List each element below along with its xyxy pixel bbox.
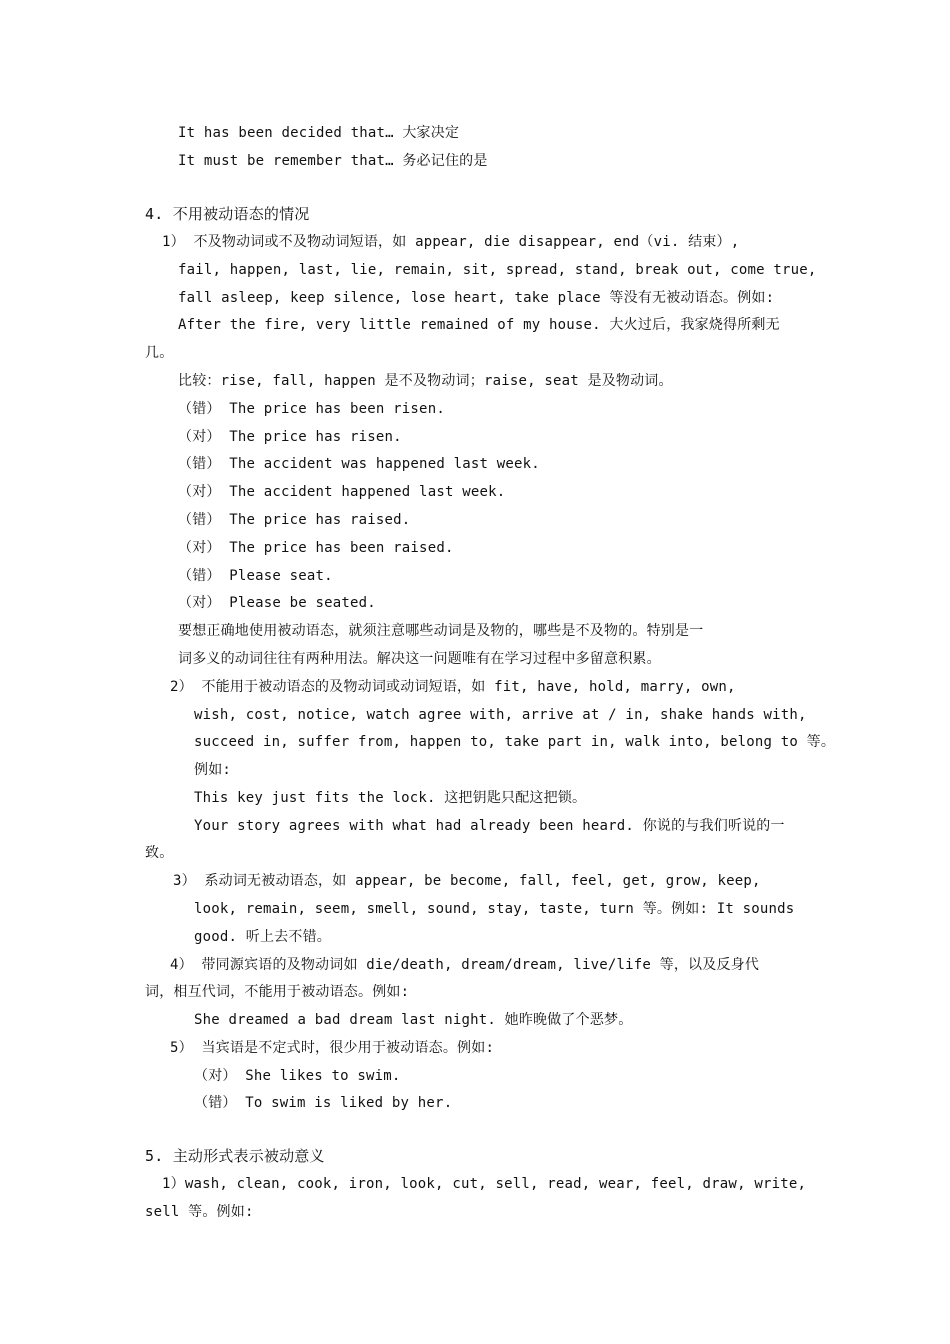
text-line: 2） 不能用于被动语态的及物动词或动词短语，如 fit, have, hold, marry, own, <box>170 679 736 695</box>
section-heading: 5. 主动形式表示被动意义 <box>145 1147 325 1165</box>
example-line: （错） The price has been risen. <box>178 401 445 417</box>
text-line: 比较：rise, fall, happen 是不及物动词；raise, seat 是及物动词。 <box>178 373 673 389</box>
text-line: 5） 当宾语是不定式时，很少用于被动语态。例如: <box>170 1040 495 1056</box>
text-line: 3） 系动词无被动语态，如 appear, be become, fall, feel, get, grow, keep, <box>173 873 761 889</box>
example-line: （错） The accident was happened last week. <box>178 456 540 472</box>
text-line: 词多义的动词往往有两种用法。解决这一问题唯有在学习过程中多留意积累。 <box>178 651 661 667</box>
text-line: good. 听上去不错。 <box>194 929 331 945</box>
example-line: （对） The accident happened last week. <box>178 484 506 500</box>
example-line: Your story agrees with what had already been heard. 你说的与我们听说的一 <box>194 818 785 834</box>
text-line: 4） 带同源宾语的及物动词如 die/death, dream/dream, live/life 等，以及反身代 <box>170 957 760 973</box>
text-line: 致。 <box>145 845 174 861</box>
text-line: wish, cost, notice, watch agree with, arrive at / in, shake hands with, <box>194 707 807 723</box>
text-line: 1） 不及物动词或不及物动词短语，如 appear, die disappear, end（vi. 结束）, <box>162 234 740 250</box>
text-line: succeed in, suffer from, happen to, take part in, walk into, belong to 等。 <box>194 734 836 750</box>
text-line: It has been decided that… 大家决定 <box>178 125 460 141</box>
text-line: After the fire, very little remained of my house. 大火过后，我家烧得所剩无 <box>178 317 780 333</box>
example-line: （对） Please be seated. <box>178 595 376 611</box>
example-line: This key just fits the lock. 这把钥匙只配这把锁。 <box>194 790 587 806</box>
example-line: （对） The price has been raised. <box>178 540 454 556</box>
example-line: （对） The price has risen. <box>178 429 402 445</box>
text-line: look, remain, seem, smell, sound, stay, taste, turn 等。例如: It sounds <box>194 901 795 917</box>
example-line: She dreamed a bad dream last night. 她昨晚做了个恶梦。 <box>194 1012 633 1028</box>
text-line: 词，相互代词，不能用于被动语态。例如: <box>145 984 410 1000</box>
example-line: （错） The price has raised. <box>178 512 411 528</box>
example-line: （错） Please seat. <box>178 568 333 584</box>
section-heading: 4. 不用被动语态的情况 <box>145 205 310 223</box>
text-line: sell 等。例如: <box>145 1204 254 1220</box>
text-line: 要想正确地使用被动语态，就须注意哪些动词是及物的，哪些是不及物的。特别是一 <box>178 623 704 639</box>
text-line: fall asleep, keep silence, lose heart, take place 等没有无被动语态。例如: <box>178 290 775 306</box>
example-line: （对） She likes to swim. <box>194 1068 401 1084</box>
example-line: （错） To swim is liked by her. <box>194 1095 453 1111</box>
text-line: It must be remember that… 务必记住的是 <box>178 153 488 169</box>
text-line: 1）wash, clean, cook, iron, look, cut, sell, read, wear, feel, draw, write, <box>162 1176 807 1192</box>
text-line: fail, happen, last, lie, remain, sit, spread, stand, break out, come true, <box>178 262 817 278</box>
text-line: 几。 <box>145 345 174 361</box>
text-line: 例如: <box>194 762 232 778</box>
